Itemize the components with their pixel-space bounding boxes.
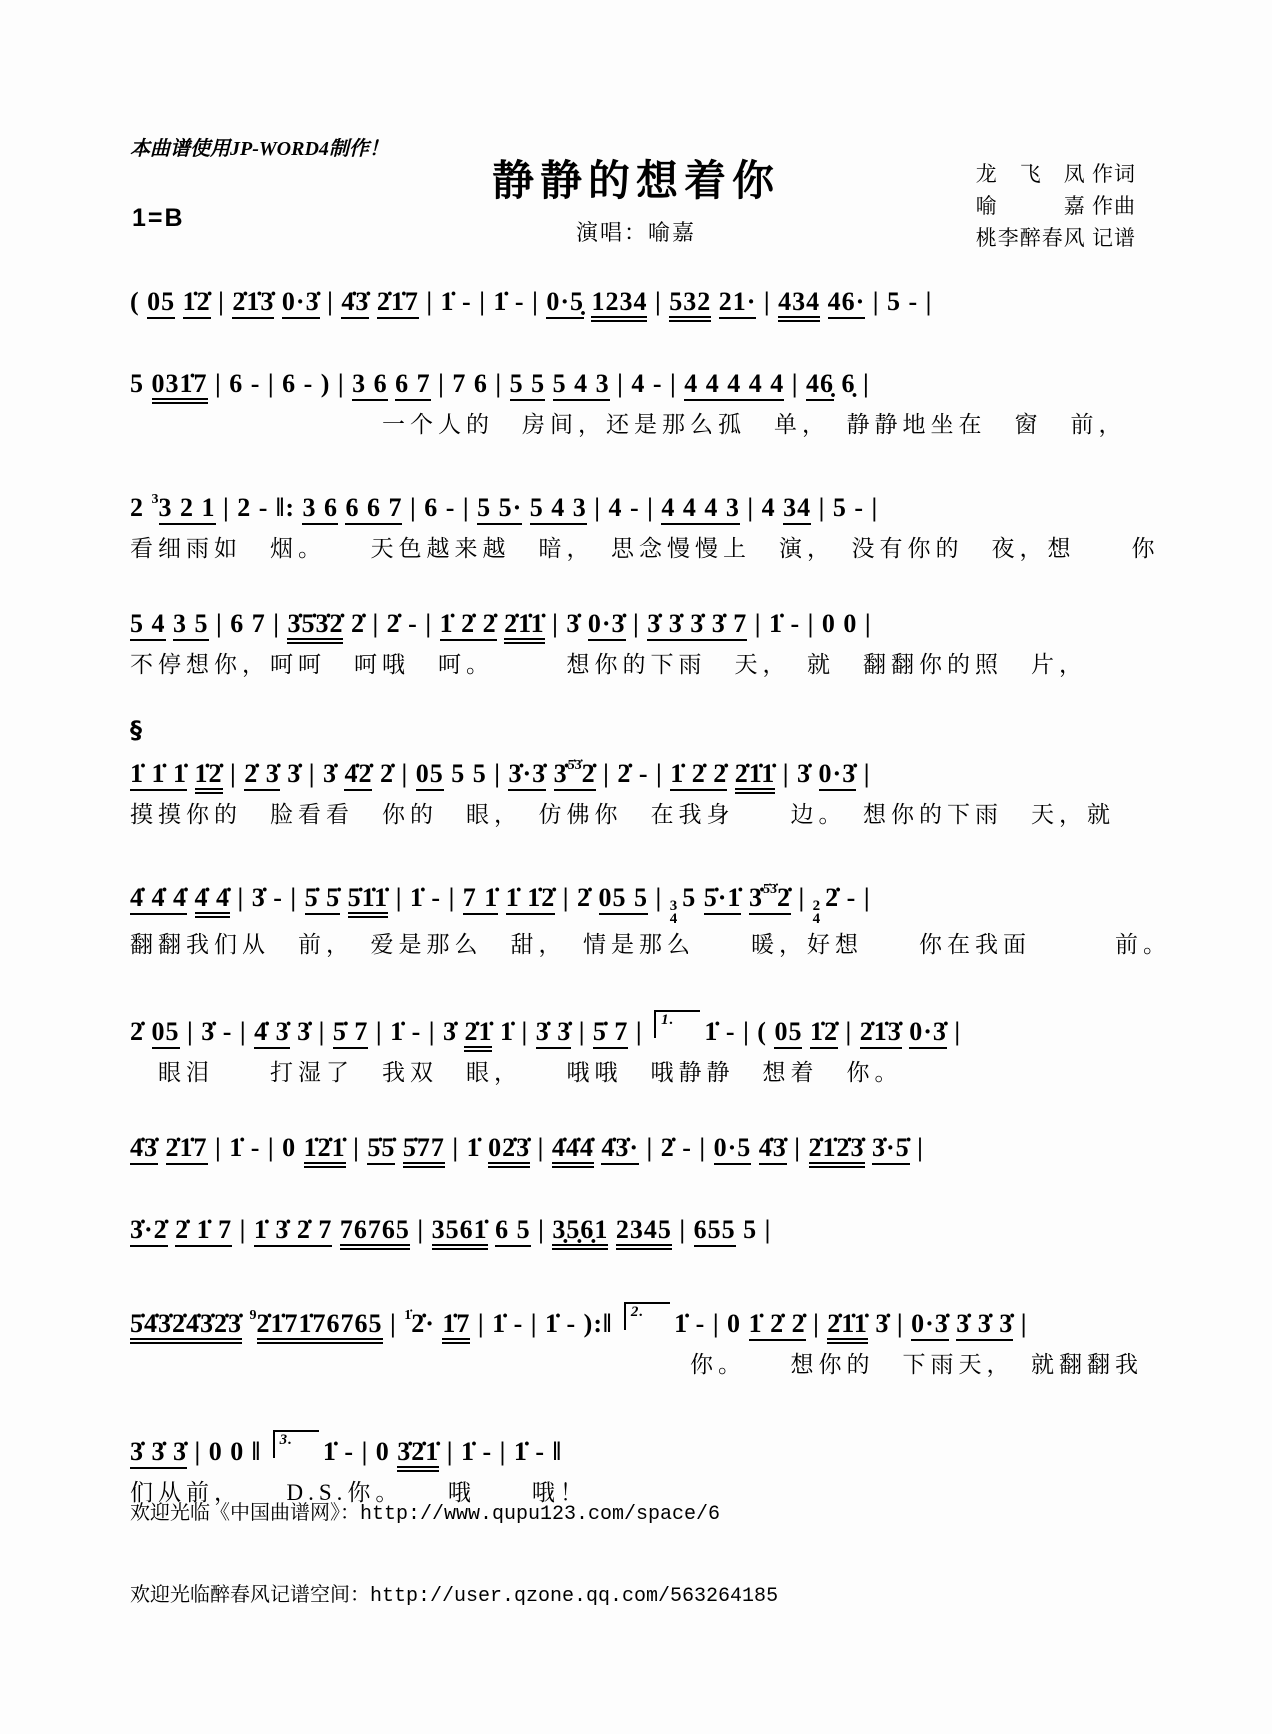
sixteenth-beam-group: 3̣5̣6̣1 (552, 1215, 608, 1250)
sixteenth-beam-group: 2̇1̇2̇3̇ (809, 1133, 865, 1168)
singer-label: 演唱：喻嘉 (575, 220, 696, 245)
sixteenth-beam-group: 532 (669, 287, 711, 322)
eighth-beam-group: 4̇2̇ (344, 759, 372, 791)
eighth-beam-group: 5̇5̇ (367, 1133, 395, 1165)
notation-line: 3̇ 3̇ 3̇ | 0 0 ‖ $^{3.}$ 1̇ - | 0 3̇2̇1̇ | 1̇ - | 1̇ - ‖ (130, 1418, 1142, 1474)
eighth-beam-group: 5̇ 5̇ (305, 883, 341, 915)
sixteenth-beam-group: 2̇1̇1̇ (504, 609, 545, 644)
notation-line: ( 05 1̇2̇ | 2̇1̇3̇ 0·3̇ | 4̇3̇ 2̇1̇7 | 1̇ - | 1̇ - | 0·5̣ 1234 | 532 21· | 434 46· | 5 - | (130, 280, 1142, 324)
lyrics-line: 摸摸你的 脸看看 你的 眼， 仿佛你 在我身 边。 想你的下雨 天，就 (130, 802, 1115, 827)
sixteenth-beam-group: 3561̇ (432, 1215, 488, 1250)
score-system (130, 1126, 1142, 1170)
eighth-beam-group: 34 (783, 493, 811, 525)
eighth-beam-group: 2̇1̇3̇ (232, 287, 274, 319)
eighth-beam-group: 4 4 4 3 (661, 493, 740, 525)
sixteenth-beam-group: 4̇4̇4̇ (552, 1133, 594, 1168)
volta-label: 1. (654, 1010, 700, 1038)
eighth-beam-group: 46· (828, 287, 866, 319)
eighth-beam-group: 05 5 (599, 883, 649, 915)
sixteenth-beam-group: 5̇4̇3̇2̇4̇3̇2̇3̇ (130, 1309, 242, 1344)
footer-qzone-link: 欢迎光临醉春风记谱空间：http://user.qzone.qq.com/563264185 (130, 1585, 779, 1608)
eighth-beam-group: 5 4 3 (530, 493, 587, 525)
score-system (130, 1290, 1142, 1380)
eighth-beam-group: 3̇ 3̇ (536, 1017, 572, 1049)
volta-label: 3. (273, 1430, 319, 1458)
score-system (130, 478, 1160, 564)
sixteenth-beam-group: 2345 (616, 1215, 672, 1250)
sixteenth-beam-group: 2̇1̇ (464, 1017, 492, 1052)
made-with-note: 本曲谱使用JP-WORD4制作！ (130, 138, 389, 160)
sixteenth-beam-group: 031̇7 (152, 369, 208, 404)
eighth-beam-group: 3̇·3̇ (508, 759, 546, 791)
eighth-beam-group: 0·5 (714, 1133, 752, 1165)
eighth-beam-group: 0·3̇ (911, 1309, 949, 1341)
sixteenth-beam-group: 1234 (591, 287, 647, 322)
sixteenth-beam-group: 1̇2̇ (195, 759, 223, 794)
eighth-beam-group: 5 4 (130, 609, 166, 641)
lyrics-line: 你。 想你的 下雨天， 就翻翻我 (130, 1352, 1143, 1377)
eighth-beam-group: 5 5· (477, 493, 522, 525)
tuplet-or-grace-mark: 5̇3̇ (762, 882, 777, 897)
key-signature: 1=B (132, 204, 185, 232)
eighth-beam-group: 3̇·2̇ (130, 1215, 168, 1247)
notation-line: 4̇ 4̇ 4̇ 4̇ 4̇ | 3̇ - | 5̇ 5̇ 5̇1̇1̇ | 1̇ - | 7 1̇ 1̇ 1̇2̇ | 2̇ 05 5 | 3 4 5 5̇·1̇ 3̇$^{5̇3̇}$2̇ | 2 4 2̇ - | (130, 882, 871, 927)
eighth-beam-group: 05 (774, 1017, 802, 1049)
volta-label: 2. (624, 1302, 670, 1330)
tuplet-or-grace-mark: 1̇ (404, 1308, 412, 1323)
eighth-beam-group: 5̇·1̇ (704, 883, 742, 915)
sixteenth-beam-group: 3̇2̇1̇ (397, 1437, 439, 1472)
eighth-beam-group: 0·3̇ (819, 759, 857, 791)
eighth-beam-group: 4̇3̇ (759, 1133, 787, 1165)
footer-qupu-link: 欢迎光临《中国曲谱网》：http://www.qupu123.com/space/6 (130, 1503, 721, 1526)
eighth-beam-group: 4̇ 3̇ (254, 1017, 290, 1049)
sixteenth-beam-group: 02̇3̇ (488, 1133, 530, 1168)
score-systems (130, 280, 1171, 1508)
notation-line: 4̇3̇ 2̇1̇7 | 1̇ - | 0 1̇2̇1̇ | 5̇5̇ 5̇77 | 1̇ 02̇3̇ | 4̇4̇4̇ 4̇3̇· | 2̇ - | 0·5 4̇3̇ | 2̇1̇2̇3̇ 3̇·5̇ | (130, 1126, 1142, 1170)
eighth-beam-group: 5 4 3 (553, 369, 610, 401)
eighth-beam-group: 3 6 (302, 493, 338, 525)
eighth-beam-group: 2̇1̇7 (377, 287, 419, 319)
tuplet-or-grace-mark: 9 (249, 1308, 257, 1323)
sixteenth-beam-group: 1̇7 (442, 1309, 470, 1344)
eighth-beam-group: 05 (147, 287, 175, 319)
eighth-beam-group: 3̇ 3̇ 3̇ 3̇ 7 (647, 609, 747, 641)
eighth-beam-group: 1̇2̇ (810, 1017, 838, 1049)
composer-credit: 喻 嘉 作曲 (975, 194, 1136, 218)
segno-icon: § (130, 716, 142, 744)
sixteenth-beam-group: 3̇5̇3̇2̇ (287, 609, 343, 644)
eighth-beam-group: 5 5 (510, 369, 546, 401)
score-system (130, 1418, 1142, 1508)
eighth-beam-group: 4 4 4 4 4 (684, 369, 784, 401)
eighth-beam-group: 3̇$^{5̇3̇}$2̇ (554, 759, 596, 791)
notation-line: 5 031̇7 | 6 - | 6 - ) | 3 6 6 7 | 7 6 | 5 5 5 4 3 | 4 - | 4 4 4 4 4 | 46̣ 6̣ | (130, 362, 1142, 406)
eighth-beam-group: 3̇$^{5̇3̇}$2̇ (749, 883, 791, 915)
eighth-beam-group: 1̇2̇ (183, 287, 211, 319)
eighth-beam-group: 0·3̇ (282, 287, 320, 319)
eighth-beam-group: 0·5̣ (546, 287, 584, 319)
transcriber-credit: 桃李醉春风 记谱 (975, 226, 1136, 250)
eighth-beam-group: 2̇ 3̇ (244, 759, 280, 791)
lyricist-credit: 龙 飞 凤 作词 (975, 162, 1136, 186)
eighth-beam-group: 4̇3̇· (601, 1133, 639, 1165)
score-system (130, 718, 1142, 830)
eighth-beam-group: 0·3̇ (909, 1017, 947, 1049)
credits-block (976, 158, 1136, 254)
eighth-beam-group: 05 (416, 759, 444, 791)
eighth-beam-group: 3̇ 3̇ 3̇ (956, 1309, 1013, 1341)
eighth-beam-group: 1̇ 2̇ 2̇ (670, 759, 727, 791)
notation-line: 2̇ 05 | 3̇ - | 4̇ 3̇ 3̇ | 5̇ 7 | 1̇ - | 3̇ 2̇1̇ 1̇ | 3̇ 3̇ | 5̇ 7 | $^{1.}$ 1̇ - | ( 05 1̇2̇ | 2̇1̇3̇ 0·3̇ | (130, 998, 1142, 1054)
eighth-beam-group: 1̇ 2̇ 2̇ (749, 1309, 806, 1341)
eighth-beam-group: 2̇1̇7 (166, 1133, 208, 1165)
lyrics-line: 翻翻我们从 前， 爱是那么 甜， 情是那么 暖，好想 你在我面 前。 (130, 932, 1171, 957)
score-system (130, 280, 1142, 324)
score-system (130, 868, 1171, 960)
sixteenth-beam-group: 76765 (340, 1215, 410, 1250)
eighth-beam-group: 3 5 (173, 609, 209, 641)
lyrics-line: 一个人的 房间，还是那么孤 单， 静静地坐在 窗 前， (130, 412, 1127, 437)
eighth-beam-group: 1̇ 3̇ 2̇ 7 (254, 1215, 333, 1247)
eighth-beam-group: 21· (719, 287, 757, 319)
sixteenth-beam-group: 2̇1̇1̇ (735, 759, 776, 794)
eighth-beam-group: 4̇ 4̇ 4̇ (130, 883, 187, 915)
eighth-beam-group: 3̇·5̇ (872, 1133, 910, 1165)
eighth-beam-group: 6 6 7 (345, 493, 402, 525)
eighth-beam-group: 2̇1̇3̇ (860, 1017, 902, 1049)
sixteenth-beam-group: 5̇77 (403, 1133, 445, 1168)
lyrics-line: 眼泪 打湿了 我双 眼， 哦哦 哦静静 想着 你。 (130, 1060, 903, 1085)
lyrics-line: 看细雨如 烟。 天色越来越 暗， 思念慢慢上 演， 没有你的 夜，想 你 (130, 536, 1160, 561)
sixteenth-beam-group: 4̇ 4̇ (195, 883, 231, 918)
eighth-beam-group: 05 (152, 1017, 180, 1049)
eighth-beam-group: 6 7 (395, 369, 431, 401)
sixteenth-beam-group: 2̇1̇71̇76765 (257, 1309, 383, 1344)
lyrics-line: 不停想你，呵呵 呵哦 呵。 想你的下雨 天， 就 翻翻你的照 片， (130, 652, 1087, 677)
eighth-beam-group: 3 6 (352, 369, 388, 401)
eighth-beam-group: 46̣ (806, 369, 834, 401)
sixteenth-beam-group: 5̇1̇1̇ (348, 883, 389, 918)
sixteenth-beam-group: 434 (778, 287, 820, 322)
tuplet-or-grace-mark: 3 (151, 492, 159, 507)
score-system (130, 1208, 1142, 1252)
eighth-beam-group: 5̇ 7 (333, 1017, 369, 1049)
notation-line: 3̇·2̇ 2̇ 1̇ 7 | 1̇ 3̇ 2̇ 7 76765 | 3561̇ 6 5 | 3̣5̣6̣1 2345 | 655 5 | (130, 1208, 1142, 1252)
score-system (130, 998, 1142, 1088)
notation-line: 2 $^3$3 2 1 | 2 - ‖: 3 6 6 6 7 | 6 - | 5 5· 5 4 3 | 4 - | 4 4 4 3 | 4 34 | 5 - | (130, 478, 1142, 530)
time-signature: 2 4 (812, 898, 822, 927)
sixteenth-beam-group: 2̇1̇1̇ (827, 1309, 868, 1344)
header (130, 130, 1142, 262)
eighth-beam-group: 2̇ 1̇ 7 (175, 1215, 232, 1247)
score-system (130, 362, 1142, 440)
eighth-beam-group: 3̇ 3̇ 3̇ (130, 1437, 187, 1469)
notation-line: 5 4 3 5 | 6 7 | 3̇5̇3̇2̇ 2̇ | 2̇ - | 1̇ 2̇ 2̇ 2̇1̇1̇ | 3̇ 0·3̇ | 3̇ 3̇ 3̇ 3̇ 7 | 1̇ - | 0 0 | (130, 602, 1142, 646)
time-signature: 3 4 (669, 898, 679, 927)
eighth-beam-group: 1̇ 1̇ 1̇ (130, 759, 187, 791)
score-system (130, 602, 1142, 680)
sixteenth-beam-group: 1̇2̇1̇ (304, 1133, 346, 1168)
tuplet-or-grace-mark: 5̇3̇ (567, 758, 582, 773)
eighth-beam-group: 1̇ 2̇ 2̇ (440, 609, 497, 641)
eighth-beam-group: 4̇3̇ (130, 1133, 158, 1165)
eighth-beam-group: 6 5 (495, 1215, 531, 1247)
eighth-beam-group: 7 1̇ (463, 883, 499, 915)
eighth-beam-group: 4̇3̇ (341, 287, 369, 319)
eighth-beam-group: 0·3̇ (588, 609, 626, 641)
eighth-beam-group: 3 2 1 (159, 493, 216, 525)
notation-line: 5̇4̇3̇2̇4̇3̇2̇3̇ $^9$2̇1̇71̇76765 | $^{1̇}$2̇· 1̇7 | 1̇ - | 1̇ - ):‖ $^{2.}$ 1̇ - | 0 1̇ 2̇ 2̇ | 2̇1̇1̇ 3̇ | 0·3̇ 3̇ 3̇ 3̇ | (130, 1290, 1142, 1346)
eighth-beam-group: 655 (694, 1215, 736, 1247)
page-title: 静静的想着你 (491, 159, 780, 205)
eighth-beam-group: 1̇ 1̇2̇ (506, 883, 556, 915)
notation-line: 1̇ 1̇ 1̇ 1̇2̇ | 2̇ 3̇ 3̇ | 3̇ 4̇2̇ 2̇ | 05 5 5 | 3̇·3̇ 3̇$^{5̇3̇}$2̇ | 2̇ - | 1̇ 2̇ 2̇ 2̇1̇1̇ | 3̇ 0·3̇ | (130, 744, 1142, 796)
lyrics-line: 们从前， D.S.你。 哦 哦！ (130, 1480, 588, 1505)
eighth-beam-group: 5̇ 7 (593, 1017, 629, 1049)
